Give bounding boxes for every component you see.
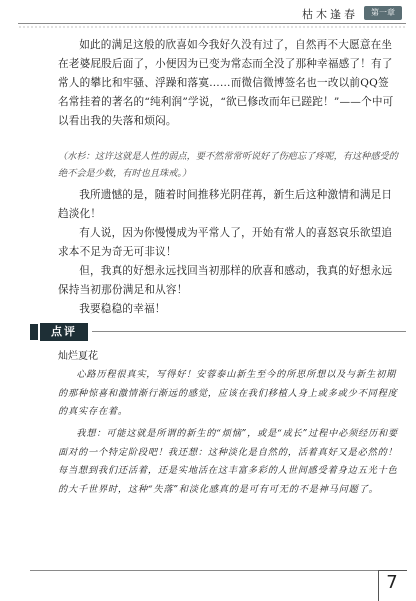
paragraph-1: 如此的满足这般的欣喜如今我好久没有过了，自然再不大愿意在坐在老婆屁股后面了，小便因为已变为常态而全没了那种幸福感了！有了常人的攀比和牢骚、浮躁和落寞……而微信微博签名也一改以前QQ签名常挂着的著名的“纯利润”学说，“欲已修改而年已蹉跎！”——个中可以看出我的失落和烦闷。 [58, 39, 394, 127]
paragraph-3: 有人说，因为你慢慢成为平常人了，开始有常人的喜怒哀乐欲望追求本不足为奇无可非议！ [58, 227, 393, 258]
editor-note: （水杉：这许这就是人性的弱点，要不然常常听说好了伤疤忘了疼呢，有这种感受的绝不会是少数，有时也且珠戒。） [58, 151, 398, 179]
comment-author: 灿烂夏花 [58, 351, 98, 362]
comment-section-label: 点评 [40, 323, 88, 341]
page-number: 7 [386, 572, 398, 593]
paragraph-4: 但，我真的好想永远找回当初那样的欣喜和感动，我真的好想永远保持当初那份满足和从容！ [58, 265, 393, 296]
comment-bar-accent [30, 324, 38, 340]
paragraph-2: 我所遗憾的是，随着时间推移光阴荏苒，新生后这种激情和满足日趋淡化！ [58, 189, 393, 220]
chapter-badge: 第一章 [364, 6, 402, 20]
paragraph-5: 我要稳稳的幸福！ [79, 303, 166, 315]
header-rule [18, 23, 406, 24]
running-header-title: 枯木逢春 [302, 8, 358, 21]
comment-paragraph-1: 心路历程很真实，写得好！安蓉泰山新生至今的所思所想以及与新生初期的那种惊喜和激情渐行渐远的感觉，应该在我们移植人身上或多或少不同程度的真实存在着。 [58, 369, 398, 417]
footer-rule [30, 570, 378, 571]
comment-paragraph-2: 我想：可能这就是所谓的新生的“烦恼”，或是“成长”过程中必须经历和要面对的一个特定阶段吧！我还想：这种淡化是自然的，活着真好又是必然的！每当想到我们还活着，还是实地活在这丰富多彩的人世间感受着身边五光十色的大千世界时，这种“失落”和淡化感真的是可有可无的不是神马问题了。 [58, 428, 399, 495]
header-dotted-rule [18, 26, 406, 28]
comment-rule [92, 331, 406, 332]
